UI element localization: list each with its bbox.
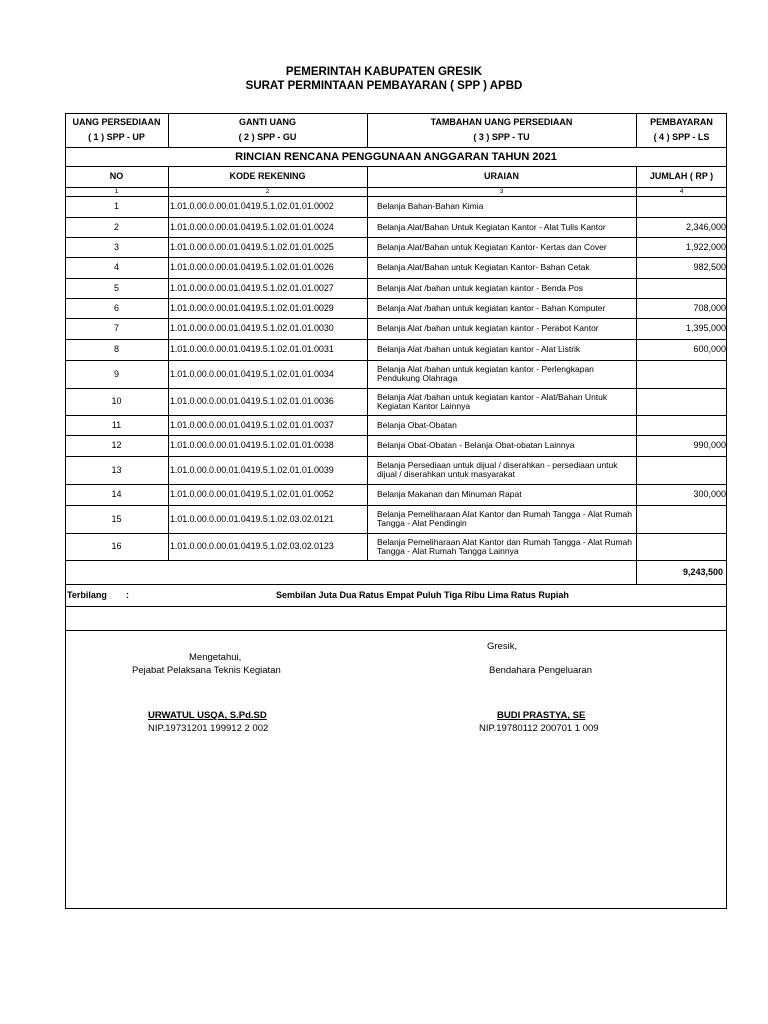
sign-right-nip: NIP.19780112 200701 1 009	[479, 723, 599, 734]
row-no: 12	[111, 440, 122, 450]
row-no: 15	[111, 513, 122, 524]
sign-left-name: URWATUL USQA, S.Pd.SD	[148, 710, 267, 721]
row-no: 6	[113, 302, 119, 313]
row-jumlah	[636, 388, 726, 415]
row-jumlah	[636, 505, 726, 533]
row-no: 1	[113, 201, 119, 211]
row-jumlah: 2,346,000	[685, 221, 726, 232]
section-title: RINCIAN RENCANA PENGGUNAAN ANGGARAN TAHUN 2021	[235, 151, 557, 163]
row-jumlah: 300,000	[693, 489, 726, 499]
divider	[65, 606, 727, 607]
row-uraian: Belanja Makanan dan Minuman Rapat	[377, 489, 522, 499]
spp-tu-label: TAMBAHAN UANG PERSEDIAAN	[430, 117, 573, 127]
row-uraian: Belanja Alat/Bahan untuk Kegiatan Kantor- Bahan Cetak	[377, 262, 590, 272]
terbilang-colon: :	[126, 590, 129, 600]
row-kode-rekening: 1.01.0.00.0.00.01.0419.5.1.02.01.01.0036	[170, 396, 334, 406]
row-jumlah	[636, 456, 726, 484]
row-jumlah	[636, 196, 726, 217]
row-kode-rekening: 1.01.0.00.0.00.01.0419.5.1.02.01.01.0024	[170, 221, 334, 232]
col-index: 1	[114, 188, 119, 195]
row-kode-rekening: 1.01.0.00.0.00.01.0419.5.1.02.03.02.0123	[170, 541, 334, 551]
row-uraian: Belanja Alat/Bahan Untuk Kegiatan Kantor - Alat Tulis Kantor	[377, 221, 606, 232]
row-no: 13	[111, 464, 122, 475]
spp-up-code: ( 1 ) SPP - UP	[88, 132, 145, 142]
col-header-no: NO	[109, 171, 124, 181]
row-kode-rekening: 1.01.0.00.0.00.01.0419.5.1.02.01.01.0039	[170, 464, 334, 475]
row-no: 7	[113, 323, 119, 333]
divider	[367, 166, 368, 560]
col-header-jumlah: JUMLAH ( RP )	[649, 171, 714, 181]
row-uraian: Belanja Alat /bahan untuk kegiatan kantor - Benda Pos	[377, 282, 584, 293]
sign-left-line2: Pejabat Pelaksana Teknis Kegiatan	[132, 665, 281, 676]
row-no: 10	[111, 396, 122, 406]
row-no: 3	[113, 241, 119, 252]
row-kode-rekening: 1.01.0.00.0.00.01.0419.5.1.02.01.01.0002	[170, 201, 334, 211]
row-uraian: Belanja Alat /bahan untuk kegiatan kantor - Perlengkapan Pendukung Olahraga	[377, 364, 594, 383]
terbilang-text: Sembilan Juta Dua Ratus Empat Puluh Tiga Ribu Lima Ratus Rupiah	[276, 590, 569, 600]
row-kode-rekening: 1.01.0.00.0.00.01.0419.5.1.02.01.01.0030	[170, 323, 334, 333]
row-jumlah: 982,500	[693, 262, 726, 272]
col-index: 2	[265, 188, 270, 195]
row-jumlah: 708,000	[693, 302, 726, 313]
row-uraian: Belanja Pemeliharaan Alat Kantor dan Rumah Tangga - Alat Rumah Tangga - Alat Rumah Tangga Lainnya	[377, 536, 632, 556]
row-uraian: Belanja Alat /bahan untuk kegiatan kantor - Alat/Bahan Untuk Kegiatan Kantor Lainnya	[377, 391, 608, 411]
row-kode-rekening: 1.01.0.00.0.00.01.0419.5.1.02.01.01.0025	[170, 241, 334, 252]
spp-ls-label: PEMBAYARAN	[650, 117, 713, 127]
row-kode-rekening: 1.01.0.00.0.00.01.0419.5.1.02.01.01.0034	[170, 368, 334, 379]
row-no: 16	[111, 541, 122, 551]
row-kode-rekening: 1.01.0.00.0.00.01.0419.5.1.02.01.01.0027	[170, 282, 334, 293]
row-no: 5	[113, 282, 119, 293]
sign-left-nip: NIP.19731201 199912 2 002	[148, 723, 269, 734]
col-index: 4	[679, 188, 684, 195]
col-header-uraian: URAIAN	[484, 171, 519, 181]
row-uraian: Belanja Alat /bahan untuk kegiatan kantor - Bahan Komputer	[377, 302, 606, 313]
col-header-kode: KODE REKENING	[229, 171, 306, 181]
spp-gu-code: ( 2 ) SPP - GU	[238, 132, 297, 142]
row-kode-rekening: 1.01.0.00.0.00.01.0419.5.1.02.01.01.0037	[170, 419, 334, 430]
spp-ls-code: ( 4 ) SPP - LS	[653, 132, 710, 142]
row-kode-rekening: 1.01.0.00.0.00.01.0419.5.1.02.01.01.0031	[170, 344, 334, 354]
row-no: 11	[111, 419, 122, 430]
sign-left-line1: Mengetahui,	[189, 652, 242, 663]
divider	[65, 584, 727, 585]
sign-right-role: Bendahara Pengeluaran	[489, 665, 593, 676]
divider	[65, 630, 727, 631]
row-no: 14	[111, 489, 122, 499]
row-uraian: Belanja Alat /bahan untuk kegiatan kantor - Alat Listrik	[377, 344, 581, 354]
row-kode-rekening: 1.01.0.00.0.00.01.0419.5.1.02.01.01.0029	[170, 302, 334, 313]
row-kode-rekening: 1.01.0.00.0.00.01.0419.5.1.02.01.01.0052	[170, 489, 334, 499]
total-amount: 9,243,500	[682, 566, 723, 577]
row-no: 4	[113, 262, 119, 272]
sign-right-name: BUDI PRASTYA, SE	[497, 710, 586, 721]
row-no: 9	[113, 368, 119, 379]
divider	[168, 166, 169, 560]
row-kode-rekening: 1.01.0.00.0.00.01.0419.5.1.02.01.01.0038	[170, 440, 334, 450]
divider	[65, 560, 727, 561]
row-uraian: Belanja Alat/Bahan untuk Kegiatan Kantor- Kertas dan Cover	[377, 241, 607, 252]
row-jumlah: 600,000	[693, 344, 726, 354]
spp-tu-code: ( 3 ) SPP - TU	[473, 132, 530, 142]
row-jumlah	[636, 360, 726, 388]
terbilang-label: Terbilang	[67, 590, 107, 600]
row-jumlah	[636, 533, 726, 560]
government-title: PEMERINTAH KABUPATEN GRESIK	[285, 66, 483, 78]
spp-up-label: UANG PERSEDIAAN	[72, 117, 161, 127]
row-uraian: Belanja Pemeliharaan Alat Kantor dan Rumah Tangga - Alat Rumah Tangga - Alat Pendingin	[377, 509, 632, 528]
sign-right-place: Gresik,	[487, 641, 518, 652]
spp-gu-label: GANTI UANG	[239, 117, 296, 127]
row-jumlah	[636, 278, 726, 298]
row-jumlah: 1,395,000	[685, 323, 726, 333]
row-kode-rekening: 1.01.0.00.0.00.01.0419.5.1.02.03.02.0121	[170, 513, 334, 524]
row-uraian: Belanja Obat-Obatan	[377, 419, 457, 430]
row-no: 8	[113, 344, 119, 354]
divider	[65, 147, 727, 148]
row-kode-rekening: 1.01.0.00.0.00.01.0419.5.1.02.01.01.0026	[170, 262, 334, 272]
row-jumlah: 1,922,000	[685, 241, 726, 252]
document-title: SURAT PERMINTAAN PEMBAYARAN ( SPP ) APBD	[245, 80, 523, 92]
row-uraian: Belanja Persediaan untuk dijual / diserahkan - persediaan untuk dijual / diserahkan untuk masyarakat	[377, 460, 618, 479]
col-index: 3	[499, 188, 504, 195]
row-jumlah	[636, 415, 726, 435]
row-jumlah: 990,000	[693, 440, 726, 450]
row-uraian: Belanja Obat-Obatan - Belanja Obat-obatan Lainnya	[377, 440, 575, 450]
row-no: 2	[113, 221, 119, 232]
row-uraian: Belanja Bahan-Bahan Kimia	[377, 201, 484, 211]
row-uraian: Belanja Alat /bahan untuk kegiatan kantor - Perabot Kantor	[377, 323, 599, 333]
